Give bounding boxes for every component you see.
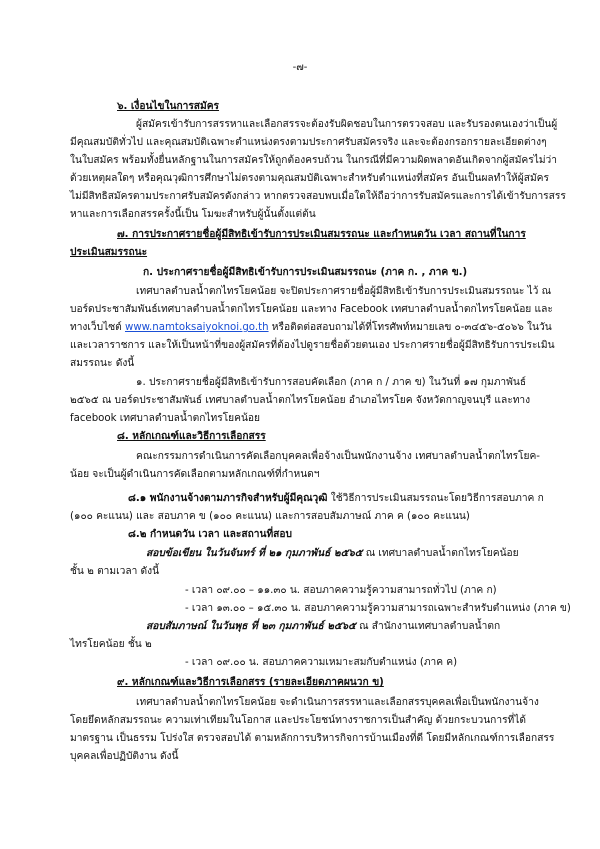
section-6-line: ในใบสมัคร พร้อมทั้งยื่นหลักฐานในการสมัครให้ถูกต้องครบถ้วน ในกรณีที่มีความผิดพลาดอันเกิดจากผู้สมัครไม่ว่า [70,155,558,166]
section-7-paragraph-line: สมรรถนะ ดังนี้ [70,358,135,369]
section-7-paragraph-line: บอร์ดประชาสัมพันธ์เทศบาลตำบลน้ำตกไทรโยคน้อย และทาง Facebook เทศบาลตำบลน้ำตกไทรโยคน้อย และ [70,304,553,315]
section-7-item-line: facebook เทศบาลตำบลน้ำตกไทรโยคน้อย [70,413,260,424]
section-9-line: บุคคลเพื่อปฏิบัติงาน ดังนี้ [70,751,179,762]
section-7-paragraph-line: เทศบาลตำบลน้ำตกไทรโยคน้อย จะปิดประกาศรายชื่อผู้มีสิทธิเข้ารับการประเมินสมรรถนะ ไว้ ณ [136,286,552,297]
section-8-2-heading: ๘.๒ กำหนดวัน เวลา และสถานที่สอบ [128,529,292,540]
section-6-heading: ๖. เงื่อนไขในการสมัคร [117,101,220,112]
section-7-item-line: ๒๕๖๕ ณ บอร์ดประชาสัมพันธ์ เทศบาลตำบลน้ำตกไทรโยคน้อย อำเภอไทรโยค จังหวัดกาญจนบุรี และทาง [70,395,531,406]
section-9-line: มาตรฐาน เป็นธรรม โปร่งใส ตรวจสอบได้ ตามหลักการบริหารกิจการบ้านเมืองที่ดี โดยมีหลักเกณฑ์การเลือกสรร [70,733,555,744]
written-exam-date: สอบข้อเขียน ในวันจันทร์ ที่ ๒๑ กุมภาพันธ์ ๒๕๖๕ [146,548,363,559]
written-exam-line [146,547,519,561]
interview-line [146,620,500,634]
exam-time-line: - เวลา ๐๙.๐๐ – ๑๑.๓๐ น. สอบภาคความรู้ความสามารถทั่วไป (ภาค ก) [185,585,497,596]
section-6-line: ด้วยเหตุผลใดๆ หรือคุณวุฒิการศึกษาไม่ตรงตามคุณสมบัติเฉพาะสำหรับตำแหน่งที่สมัคร อันเป็นผลทำให้ผู้สมัคร [70,173,549,184]
interview-date: สอบสัมภาษณ์ ในวันพุธ ที่ ๒๓ กุมภาพันธ์ ๒๕๖๕ [146,621,356,632]
exam-time-line: - เวลา ๑๓.๐๐ – ๑๕.๓๐ น. สอบภาคความรู้ความสามารถเฉพาะสำหรับตำแหน่ง (ภาค ข) [185,603,571,614]
section-6-line: หาและการเลือกสรรครั้งนี้เป็น โมฆะสำหรับผู้นั้นตั้งแต่ต้น [70,209,316,220]
exam-time-line: - เวลา ๐๙.๐๐ น. สอบภาคความเหมาะสมกับตำแหน่ง (ภาค ค) [185,657,458,668]
section-6-line: มีคุณสมบัติทั่วไป และคุณสมบัติเฉพาะตำแหน่งตรงตามประกาศรับสมัครจริง และจะต้องกรอกรายละเอียดต่างๆ [70,137,547,148]
interview-line: ไทรโยคน้อย ชั้น ๒ [70,639,152,650]
section-9-line: โดยยึดหลักสมรรถนะ ความเท่าเทียมในโอกาส และประโยชน์ทางราชการเป็นสำคัญ ด้วยกระบวนการที่ได้ [70,715,526,726]
website-link[interactable]: www.namtoksaiyoknoi.go.th [124,322,269,333]
section-7-heading-cont: ประเมินสมรรถนะ [70,247,148,258]
section-8-paragraph-line: น้อย จะเป็นผู้ดำเนินการคัดเลือกตามหลักเกณฑ์ที่กำหนดฯ [70,469,320,480]
section-8-1-line [128,492,544,506]
section-7-heading: ๗. การประกาศรายชื่อผู้มีสิทธิเข้ารับการประเมินสมรรถนะ และกำหนดวัน เวลา สถานที่ในการ [117,229,526,240]
section-8-paragraph-line: คณะกรรมการดำเนินการคัดเลือกบุคคลเพื่อจ้างเป็นพนักงานจ้าง เทศบาลตำบลน้ำตกไทรโยค- [136,451,540,462]
section-7-item-line: ๑. ประกาศรายชื่อผู้มีสิทธิเข้ารับการสอบคัดเลือก (ภาค ก / ภาค ข) ในวันที่ ๑๗ กุมภาพันธ์ [136,377,527,388]
section-6-line: ผู้สมัครเข้ารับการสรรหาและเลือกสรรจะต้องรับผิดชอบในการตรวจสอบ และรับรองตนเองว่าเป็นผู้ [136,119,558,130]
section-9-line: เทศบาลตำบลน้ำตกไทรโยคน้อย จะดำเนินการสรรหาและเลือกสรรบุคคลเพื่อเป็นพนักงานจ้าง [136,697,539,708]
text-segment: ทางเว็บไซต์ [70,322,125,333]
text-segment: ณ เทศบาลตำบลน้ำตกไทรโยคน้อย [362,548,519,559]
page-number: -๗- [292,62,308,73]
section-9-heading: ๙. หลักเกณฑ์และวิธีการเลือกสรร (รายละเอียดภาคผนวก ข) [117,677,384,688]
section-8-heading: ๘. หลักเกณฑ์และวิธีการเลือกสรร [117,431,266,442]
text-segment: ณ สำนักงานเทศบาลตำบลน้ำตก [355,621,501,632]
section-8-1-line: (๑๐๐ คะแนน) และ สอบภาค ข (๑๐๐ คะแนน) และการสอบสัมภาษณ์ ภาค ค (๑๐๐ คะแนน) [70,511,470,522]
text-segment: ใช้วิธีการประเมินสมรรถนะโดยวิธีการสอบภาค ก [327,493,544,504]
written-exam-line: ชั้น ๒ ตามเวลา ดังนี้ [70,566,160,577]
text-segment: หรือติดต่อสอบถามได้ที่โทรศัพท์หมายเลข ๐-๓๔๕๖-๕๐๖๖ ในวัน [268,322,552,333]
section-7a-heading: ก. ประกาศรายชื่อผู้มีสิทธิเข้ารับการประเมินสมรรถนะ (ภาค ก. , ภาค ข.) [143,267,468,278]
section-8-1-heading: ๘.๑ พนักงานจ้างตามภารกิจสำหรับผู้มีคุณวุฒิ [128,493,328,504]
section-7-paragraph-line [70,321,552,335]
section-6-line: ไม่มีสิทธิสมัครตามประกาศรับสมัครดังกล่าว หากตรวจสอบพบเมื่อใดให้ถือว่าการรับสมัครและการได้เข้ารับการสรร [70,191,566,202]
section-7-paragraph-line: และเวลาราชการ และให้เป็นหน้าที่ของผู้สมัครที่ต้องไปดูรายชื่อด้วยตนเอง ประกาศรายชื่อผู้มีสิทธิรับการประเมิน [70,340,555,351]
